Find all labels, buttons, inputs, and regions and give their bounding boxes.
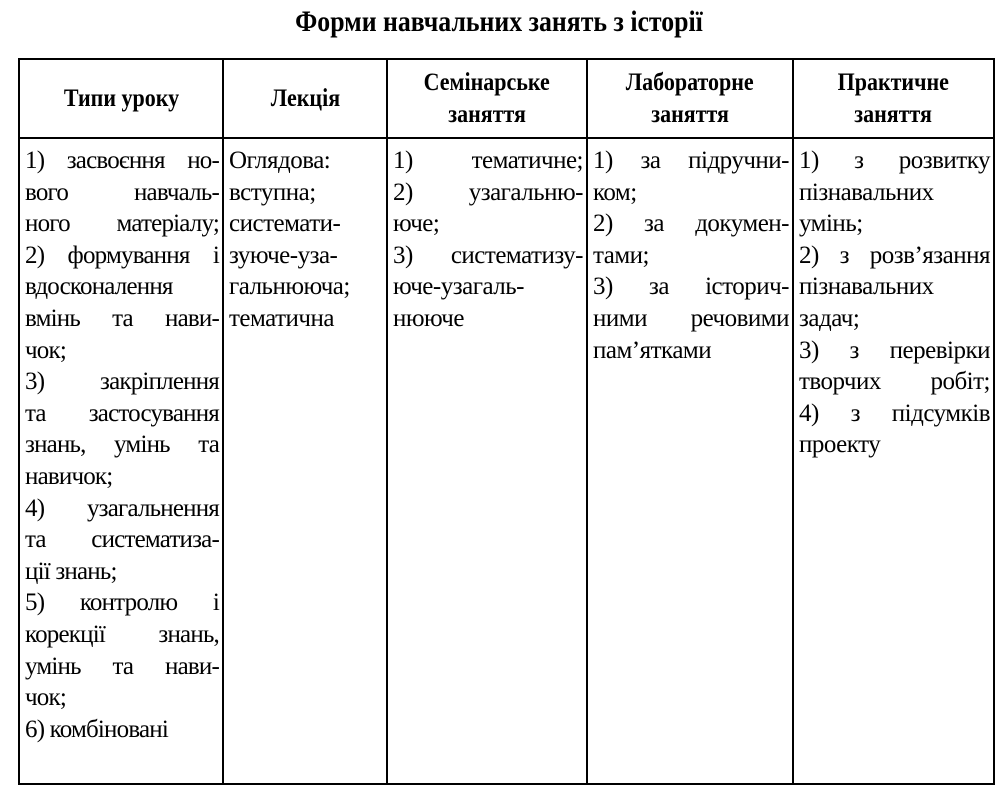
cell-line: чок; [25, 684, 66, 712]
cell-line: юче; [393, 210, 440, 238]
cell-text [388, 145, 586, 335]
cell-line: 2) узагальню- [393, 178, 583, 206]
cell-line: 5) контролю і [25, 589, 219, 617]
cell-line: 3) закріплення [25, 368, 219, 396]
cell-line: системати- [229, 210, 341, 238]
cell-line: 1) за підручни- [593, 147, 789, 174]
cell-line: тематична [229, 304, 334, 332]
header-line: Типи уроку [63, 84, 179, 112]
cell-line: 1) з розвитку [799, 147, 990, 174]
cell-line: корекції знань, [25, 620, 219, 648]
cell-line: 1) тематичне; [393, 147, 583, 174]
cell-line: навичок; [25, 462, 113, 490]
cell-text [20, 145, 222, 745]
cell-line: чок; [25, 336, 66, 364]
cell-line: ного матеріалу; [25, 210, 219, 238]
cell-line: пізнавальних [799, 178, 934, 206]
cell-line: задач; [799, 304, 860, 332]
cell-line: вдосконалення [25, 273, 173, 301]
cell-line: ними речовими [593, 304, 789, 332]
cell-line: та застосування [25, 399, 219, 427]
cell-line: ції знань; [25, 557, 117, 585]
cell-text [224, 145, 386, 335]
header-line: Семінарське [423, 68, 551, 96]
cell-lecture [223, 138, 387, 784]
cell-line: 2) з розв’язання [799, 241, 990, 269]
cell-line: вого навчаль- [25, 178, 219, 206]
cell-line: нююче [393, 304, 464, 332]
header-line: Лабораторне [626, 68, 754, 96]
cell-line: 6) комбіновані [25, 715, 169, 743]
cell-line: умінь та нави- [25, 652, 219, 680]
cell-line: юче-узагаль- [393, 273, 524, 301]
cell-practical [793, 138, 994, 784]
table-row [19, 138, 994, 784]
header-seminar [387, 59, 587, 138]
header-practical [793, 59, 994, 138]
cell-line: пам’ятками [593, 336, 712, 364]
header-line: заняття [854, 100, 933, 128]
cell-seminar [387, 138, 587, 784]
header-line: заняття [448, 100, 526, 128]
cell-text [588, 145, 792, 366]
lesson-forms-table [18, 58, 995, 785]
cell-line: 2) за докумен- [593, 210, 789, 238]
cell-line: гальнююча; [229, 273, 350, 301]
cell-line: зуюче-уза- [229, 241, 338, 269]
cell-line: ком; [593, 178, 637, 206]
cell-line: 1) засвоєння но- [25, 147, 219, 174]
header-laboratory [587, 59, 793, 138]
header-line: Практичне [837, 68, 950, 96]
cell-line: тами; [593, 241, 649, 269]
header-line: заняття [651, 100, 729, 128]
cell-line: Оглядова: [229, 147, 331, 174]
cell-line: 3) з перевірки [799, 336, 990, 364]
cell-line: проекту [799, 431, 881, 459]
header-row [19, 59, 994, 138]
cell-line: 2) формування і [25, 241, 219, 269]
cell-line: вмінь та нави- [25, 304, 219, 332]
header-line: Лекція [270, 84, 340, 112]
cell-text [794, 145, 993, 461]
cell-line: вступна; [229, 178, 316, 206]
header-lesson-types [19, 59, 223, 138]
cell-line: пізнавальних [799, 273, 934, 301]
cell-line: творчих робіт; [799, 368, 990, 396]
cell-line: умінь; [799, 210, 863, 238]
cell-laboratory [587, 138, 793, 784]
cell-line: та систематиза- [25, 526, 219, 554]
table-title: Форми навчальних занять з історії [295, 5, 703, 38]
cell-lesson-types [19, 138, 223, 784]
header-lecture [223, 59, 387, 138]
cell-line: 4) узагальнення [25, 494, 219, 522]
cell-line: 4) з підсумків [799, 399, 990, 427]
cell-line: 3) систематизу- [393, 241, 583, 269]
cell-line: знань, умінь та [25, 431, 219, 459]
cell-line: 3) за історич- [593, 273, 789, 301]
